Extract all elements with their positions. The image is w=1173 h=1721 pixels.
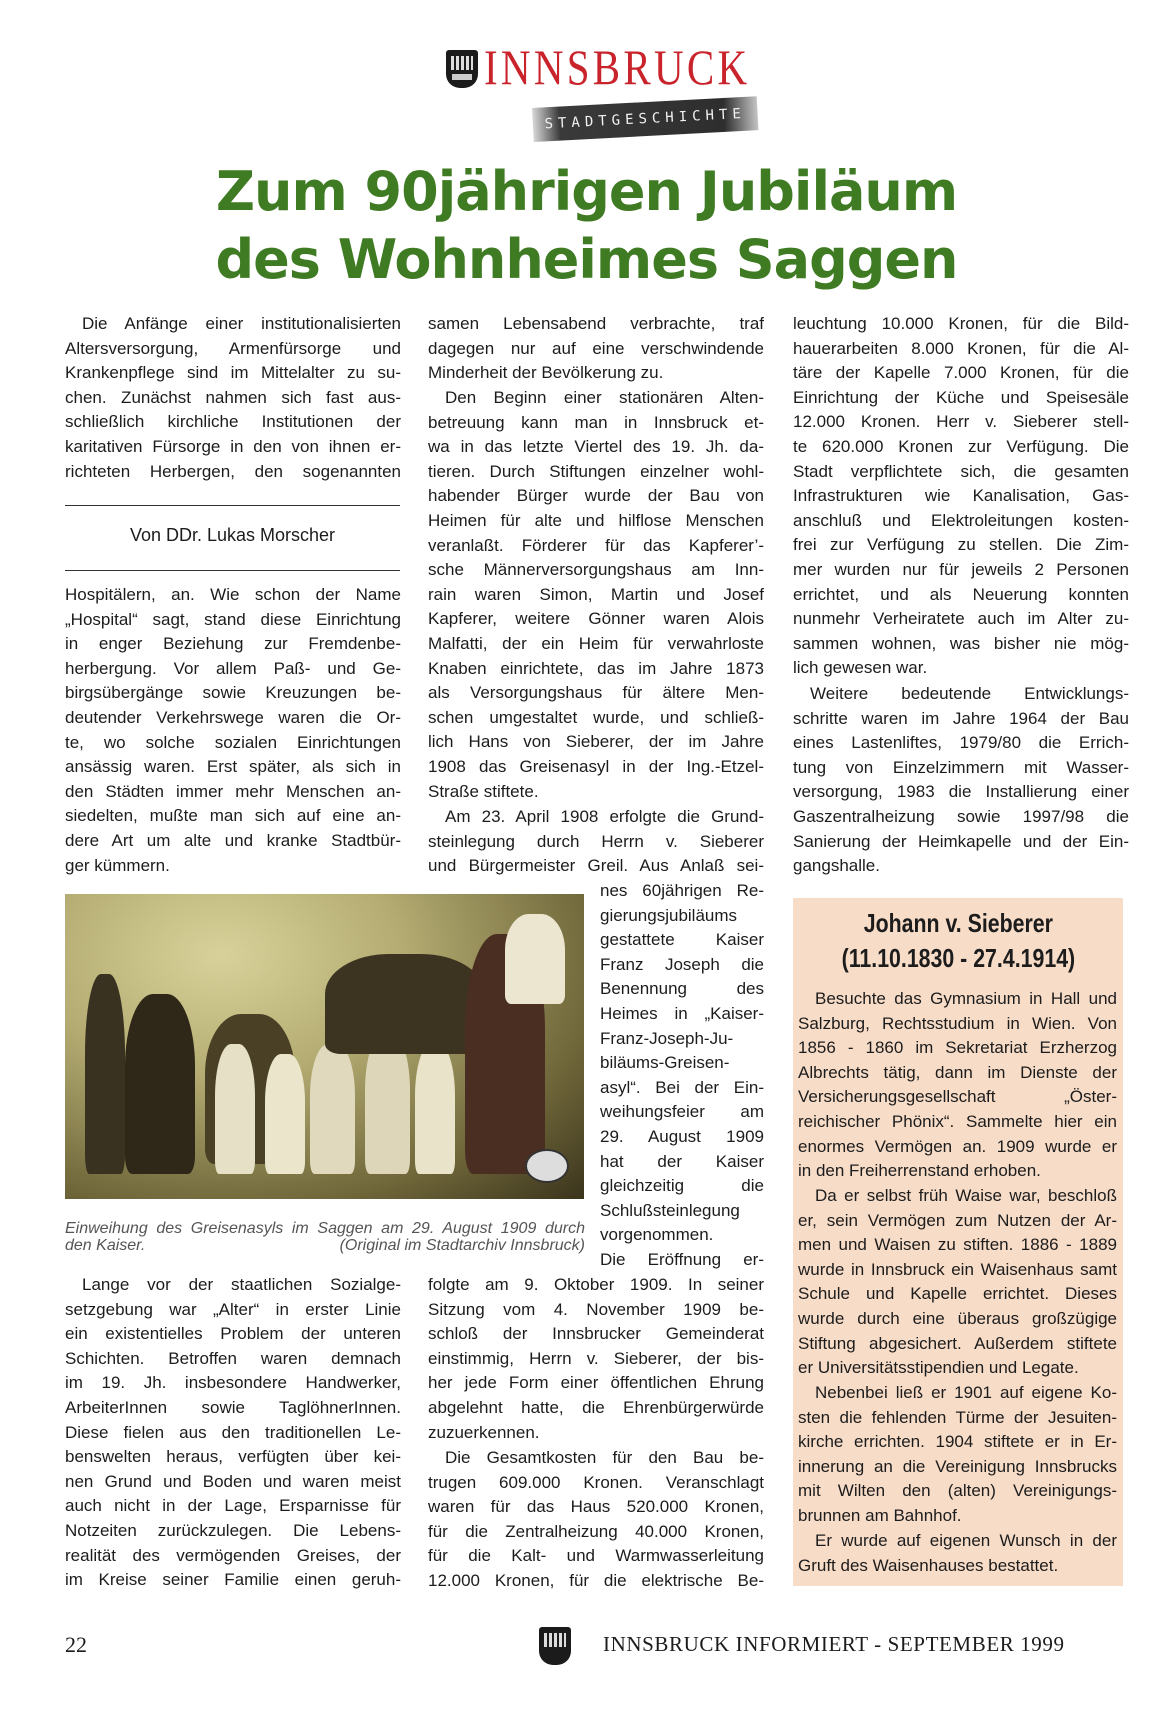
text-line: Besuchte das Gymnasium in Hall und <box>815 989 1117 1008</box>
text-line: nes 60jährigen Re- <box>600 881 764 900</box>
text-line: Nebenbei ließ er 1901 auf eigene Ko- <box>815 1383 1117 1402</box>
text-line: Sanierung der Heimkapelle und der Ein- <box>793 831 1129 851</box>
text-line: habender Bürger wurde der Bau von <box>428 486 764 506</box>
text-line: karitativen Fürsorge in den von ihnen er- <box>65 436 401 456</box>
col2-narrow <box>600 879 764 1273</box>
text-line: in enger Beziehung zur Fremdenbe- <box>65 634 401 654</box>
text-line: betreuung kann man in Innsbruck et- <box>428 412 764 432</box>
text-line: ger kümmern. <box>65 855 170 875</box>
text-line: benswelten heraus, verfügten über kei- <box>65 1447 401 1467</box>
text-line: samen Lebensabend verbrachte, traf <box>428 314 764 333</box>
text-line: er Universitätsstipendien und Legate. <box>798 1358 1079 1378</box>
text-line: Franz-Joseph-Ju- <box>600 1028 734 1048</box>
innsbruck-coat-of-arms-icon <box>539 1627 571 1665</box>
text-line: wurde durch eine überaus großzügige <box>798 1308 1117 1328</box>
text-line: Franz Joseph die <box>600 954 764 974</box>
text-line: te 620.000 Kronen zur Verfügung. Die <box>793 436 1129 456</box>
text-line: siedelten, mußte man sich auf eine an- <box>65 806 401 826</box>
text-line: errichtet, und als Neuerung konnten <box>793 584 1129 604</box>
sidebar-p1 <box>798 987 1117 1184</box>
text-line: ArbeiterInnen sowie TaglöhnerInnen. <box>65 1397 401 1417</box>
text-line: vorgenommen. <box>600 1225 714 1245</box>
text-line: Lange vor der staatlichen Sozialge- <box>82 1275 401 1294</box>
sidebar-title <box>793 906 1123 976</box>
text-line: Den Beginn einer stationären Alten- <box>445 388 764 407</box>
page-number: 22 <box>65 1632 87 1657</box>
text-line: dagegen nur auf eine verschwindende <box>428 338 764 358</box>
text-line: leuchtung 10.000 Kronen, für die Bild- <box>793 314 1129 333</box>
publication-footer: INNSBRUCK INFORMIERT - SEPTEMBER 1999 <box>603 1632 1065 1656</box>
text-line: Da er selbst früh Waise war, beschloß <box>815 1186 1117 1205</box>
text-line: Versicherungsgesellschaft „Öster- <box>798 1087 1117 1107</box>
text-line: waren für das Haus 520.000 Kronen, <box>428 1497 764 1517</box>
text-line: men und Waisen zu stiften. 1886 - 1889 <box>798 1235 1117 1255</box>
text-line: Er wurde auf eigenen Wunsch in der <box>815 1531 1117 1550</box>
text-line: Albrechts tätig, dann im Dienste der <box>798 1062 1117 1082</box>
text-line: Die Anfänge einer institutionalisierten <box>82 314 401 333</box>
text-line: mer wurden nur für jeweils 2 Personen <box>793 559 1129 579</box>
text-line: ein existentielles Problem der unteren <box>65 1324 401 1344</box>
text-line: te, wo solche sozialen Einrichtungen <box>65 732 401 752</box>
text-line: innerung an die Vereinigung Innsbrucks <box>798 1456 1117 1476</box>
caption-credit: (Original im Stadtarchiv Innsbruck) <box>339 1237 585 1254</box>
text-line: Die Gesamtkosten für den Bau be- <box>445 1448 764 1467</box>
text-line: hauerarbeiten 8.000 Kronen, für die Al- <box>793 338 1129 358</box>
text-line: Heimes in „Kaiser- <box>600 1003 764 1023</box>
text-line: gierungsjubiläums <box>600 905 738 925</box>
text-line: Diese fielen aus den traditionellen Le- <box>65 1422 401 1442</box>
text-line: Stadt verpflichtete sich, die gesamten <box>793 461 1129 481</box>
text-line: tieren. Durch Stiftungen einzelner wohl- <box>428 461 764 481</box>
text-line: herbergung. Vor allem Paß- und Ge- <box>65 658 401 678</box>
text-line: Einrichtung der Küche und Speisesäle <box>793 387 1129 407</box>
text-line: biläums-Greisen- <box>600 1053 730 1073</box>
text-line: rain waren Simon, Martin und Josef <box>428 584 764 604</box>
col2-a <box>428 312 764 386</box>
article-title <box>0 158 1173 294</box>
text-line: lich gewesen war. <box>793 658 928 678</box>
caption-line-2: den Kaiser. <box>65 1237 146 1254</box>
text-line: im Kreise seiner Familie einen geruh- <box>65 1570 401 1590</box>
text-line: Malfatti, der ein Heim für verwahrloste <box>428 633 764 653</box>
col2-b <box>428 386 764 804</box>
text-line: eines Lastenliftes, 1979/80 die Errich- <box>793 733 1129 753</box>
col3-a <box>793 312 1129 681</box>
col2-c <box>428 805 764 879</box>
byline: Von DDr. Lukas Morscher <box>129 525 336 545</box>
text-line: einstimmig, Herrn v. Sieberer, der bis- <box>428 1348 764 1368</box>
sidebar-p4 <box>798 1529 1117 1578</box>
text-line: Stiftung abgesichert. Außerdem stiftete <box>798 1333 1117 1353</box>
text-line: deutender Verkehrswege waren die Or- <box>65 707 401 727</box>
col1-intro <box>65 312 401 484</box>
text-line: Minderheit der Bevölkerung zu. <box>428 363 664 383</box>
text-line: 12.000 Kronen, für die elektrische Be- <box>428 1570 764 1590</box>
text-line: Schule und Kapelle errichtet. Dieses <box>798 1284 1117 1304</box>
col1-continued <box>65 583 401 878</box>
text-line: Salzburg, Rechtsstudium in Wien. Von <box>798 1013 1117 1033</box>
text-line: versorgung, 1983 die Installierung einer <box>793 782 1129 802</box>
title-line-2: des Wohnheimes Saggen <box>215 228 958 291</box>
col2-e <box>428 1446 764 1594</box>
text-line: Die Eröffnung er- <box>600 1249 764 1269</box>
text-line: Hospitälern, an. Wie schon der Name <box>65 585 401 604</box>
text-line: Notzeiten zurückzulegen. Die Lebens- <box>65 1520 401 1540</box>
text-line: Straße stiftete. <box>428 781 539 801</box>
text-line: Benennung des <box>600 979 764 999</box>
sidebar-name: Johann v. Sieberer <box>863 908 1053 938</box>
text-line: Schlußsteinlegung <box>600 1200 740 1220</box>
text-line: richteten Herbergen, den sogenannten <box>65 461 401 481</box>
text-line: chen. Zunächst nahmen sich fast aus- <box>65 387 401 407</box>
text-line: frei zur Verfügung zu stellen. Die Zim- <box>793 535 1129 555</box>
byline-rule-top <box>65 505 400 506</box>
text-line: Krankenpflege sind im Mittelalter zu su- <box>65 363 401 383</box>
logo-text: INNSBRUCK <box>484 39 751 95</box>
col3-b <box>793 682 1129 879</box>
text-line: her jede Form einer öffentlichen Ehrung <box>428 1373 764 1393</box>
text-line: abgelehnt hatte, die Ehrenbürgerwürde <box>428 1397 764 1417</box>
text-line: brunnen am Bahnhof. <box>798 1505 962 1525</box>
biography-sidebar <box>793 898 1123 1586</box>
text-line: Heimen für alte und hilflose Menschen <box>428 510 764 530</box>
text-line: trugen 609.000 Kronen. Veranschlagt <box>428 1472 764 1492</box>
text-line: im 19. Jh. insbesondere Handwerker, <box>65 1373 401 1393</box>
logo-subtitle-banner <box>532 96 758 142</box>
text-line: nen Grund und Boden und waren meist <box>65 1471 401 1491</box>
caption-line-1: Einweihung des Greisenasyls im Saggen am 29. August 1909 durch <box>65 1220 585 1237</box>
col1-bottom <box>65 1273 401 1593</box>
text-line: 12.000 Kronen. Herr v. Sieberer stell- <box>793 412 1129 432</box>
text-line: asyl“. Bei der Ein- <box>600 1077 764 1097</box>
text-line: Weitere bedeutende Entwicklungs- <box>810 684 1129 703</box>
text-line: schritte waren im Jahre 1964 der Bau <box>793 708 1129 728</box>
text-line: sten die fehlenden Türme der Jesuiten- <box>798 1407 1117 1427</box>
text-line: gleichzeitig die <box>600 1176 764 1196</box>
text-line: Sitzung vom 4. November 1909 be- <box>428 1299 764 1319</box>
text-line: realität des vermögenden Greises, der <box>65 1545 401 1565</box>
text-line: für die Zentralheizung 40.000 Kronen, <box>428 1521 764 1541</box>
text-line: birgsübergänge sowie Kreuzungen be- <box>65 683 401 703</box>
text-line: setzgebung war „Alter“ in erster Linie <box>65 1299 401 1319</box>
text-line: mit Wilten den (alten) Vereinigungs- <box>798 1481 1117 1501</box>
text-line: Altersversorgung, Armenfürsorge und <box>65 338 401 358</box>
text-line: sammen wohnen, was bisher nie mög- <box>793 633 1129 653</box>
byline-rule-bottom <box>65 570 400 571</box>
text-line: schen umgestaltet wurde, und schließ- <box>428 707 764 727</box>
text-line: hat der Kaiser <box>600 1151 764 1171</box>
text-line: in den Freiherrenstand erhoben. <box>798 1161 1041 1181</box>
text-line: als Versorgungshaus für ältere Men- <box>428 683 764 703</box>
photo-caption <box>65 1220 585 1254</box>
text-line: reichischer Phönix“. Sammelte hier ein <box>798 1111 1117 1131</box>
text-line: 1908 das Greisenasyl in der Ing.-Etzel- <box>428 756 764 776</box>
text-line: veranlaßt. Förderer für das Kapferer’- <box>428 535 764 555</box>
text-line: schließlich kirchliche Institutionen der <box>65 412 401 432</box>
text-line: Kapferer, weitere Gönner waren Alois <box>428 609 764 629</box>
sidebar-p2 <box>798 1184 1117 1381</box>
text-line: kirche errichten. 1904 stiftete er in Er- <box>798 1432 1117 1452</box>
text-line: anschluß und Elektroleitungen kosten- <box>793 510 1129 530</box>
text-line: 1856 - 1860 im Sekretariat Erzherzog <box>798 1038 1117 1058</box>
text-line: wurde in Innsbruck ein Waisenhaus samt <box>798 1259 1117 1279</box>
innsbruck-coat-of-arms-icon <box>446 50 478 88</box>
text-line: folgte am 9. Oktober 1909. In seiner <box>428 1275 764 1294</box>
sidebar-p3 <box>798 1381 1117 1529</box>
text-line: Gruft des Waisenhauses bestattet. <box>798 1555 1059 1575</box>
text-line: „Hospital“ sagt, stand diese Einrichtung <box>65 609 401 629</box>
historical-photo <box>65 894 584 1199</box>
text-line: gangshalle. <box>793 856 880 876</box>
text-line: steinlegung durch Herrn v. Sieberer <box>428 831 764 851</box>
text-line: weihungsfeier am <box>600 1102 764 1122</box>
text-line: enormes Vermögen an. 1909 wurde er <box>798 1136 1117 1156</box>
col2-d <box>428 1273 764 1445</box>
text-line: für die Kalt- und Warmwasserleitung <box>428 1546 764 1566</box>
text-line: und Bürgermeister Greil. Aus Anlaß sei- <box>428 856 764 876</box>
title-line-1: Zum 90jährigen Jubiläum <box>215 160 958 223</box>
text-line: 29. August 1909 <box>600 1126 764 1146</box>
logo-subtitle: STADTGESCHICHTE <box>544 105 747 133</box>
text-line: den Städten immer mehr Menschen an- <box>65 781 401 801</box>
text-line: Gaszentralheizung sowie 1997/98 die <box>793 806 1129 826</box>
text-line: auch nicht in der Lage, Ersparnisse für <box>65 1496 401 1516</box>
text-line: dere Art um alte und kranke Stadtbür- <box>65 830 401 850</box>
text-line: tung von Einzelzimmern mit Wasser- <box>793 757 1129 777</box>
text-line: Knaben einrichtete, das im Jahre 1873 <box>428 658 764 678</box>
text-line: schloß der Innsbrucker Gemeinderat <box>428 1324 764 1344</box>
text-line: Infrastrukturen wie Kanalisation, Gas- <box>793 486 1129 506</box>
text-line: gestattete Kaiser <box>600 930 764 950</box>
text-line: Am 23. April 1908 erfolgte die Grund- <box>445 807 764 826</box>
text-line: wa in das letzte Viertel des 19. Jh. da- <box>428 437 764 457</box>
sidebar-dates: (11.10.1830 - 27.4.1914) <box>841 943 1075 973</box>
text-line: er, sein Vermögen zum Nutzen der Ar- <box>798 1210 1117 1230</box>
text-line: nunmehr Verheiratete auch im Alter zu- <box>793 609 1129 629</box>
text-line: Schichten. Betroffen waren demnach <box>65 1348 401 1368</box>
text-line: zuzuerkennen. <box>428 1422 540 1442</box>
text-line: ansässig waren. Erst später, als sich in <box>65 757 401 777</box>
text-line: lich Hans von Sieberer, der im Jahre <box>428 732 764 752</box>
text-line: sche Männerversorgungshaus am Inn- <box>428 560 764 580</box>
text-line: täre der Kapelle 7.000 Kronen, für die <box>793 363 1129 383</box>
